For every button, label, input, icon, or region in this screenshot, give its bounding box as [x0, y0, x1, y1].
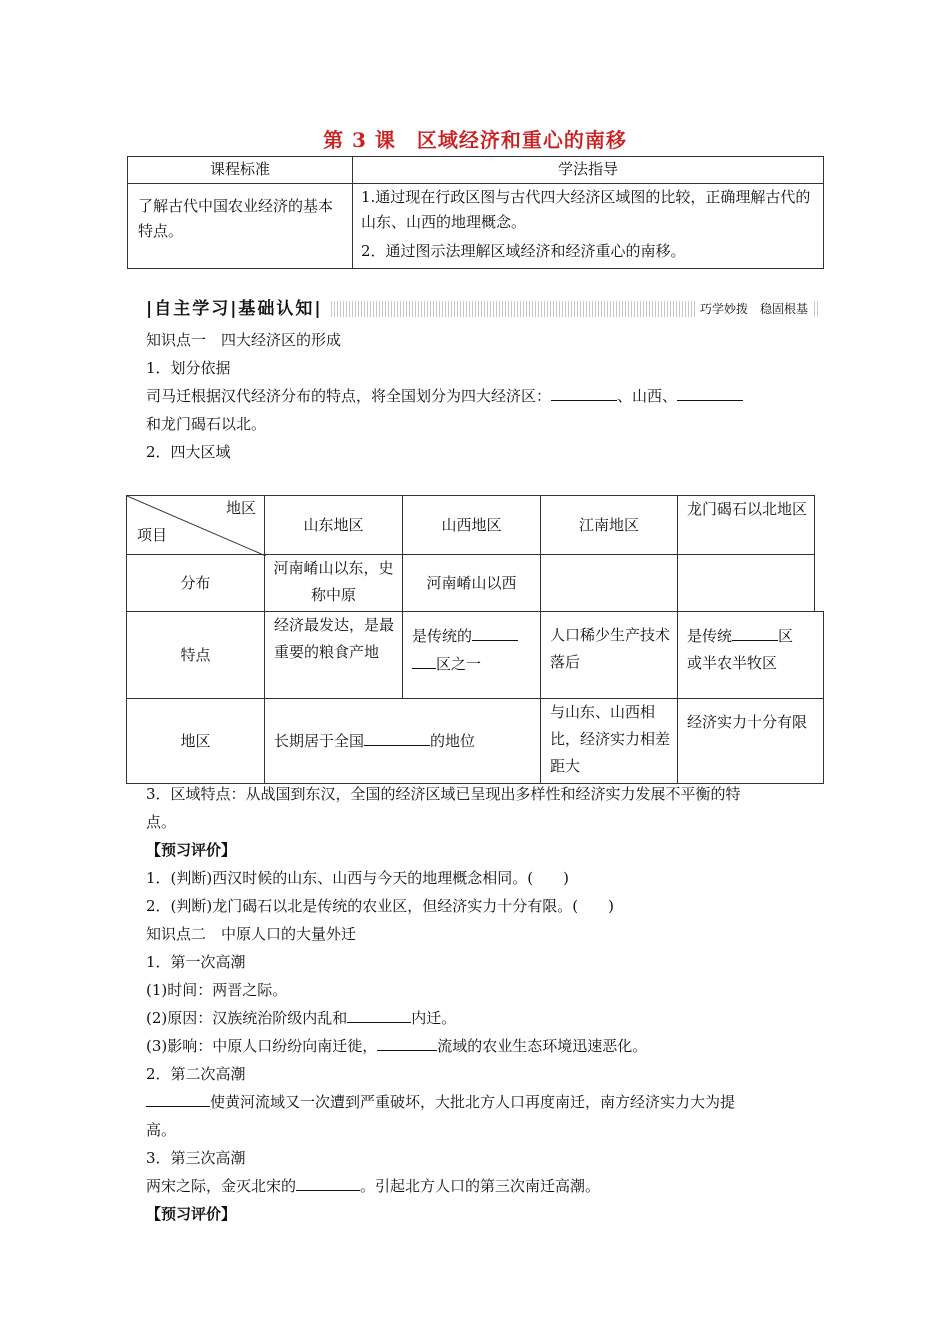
table-cell-empty [677, 554, 815, 612]
cell-text: 是传统的 [412, 627, 473, 645]
answer-blank[interactable] [732, 622, 778, 641]
question-1: 1．(判断)西汉时候的山东、山西与今天的地理概念相同。( ) [146, 869, 569, 887]
paragraph-text: 流域的农业生态环境迅速恶化。 [437, 1037, 648, 1055]
question-2: 2．(判断)龙门碣石以北是传统的农业区，但经济实力十分有限。( ) [146, 897, 614, 915]
guide-cell [353, 184, 824, 269]
paragraph-text: 司马迁根据汉代经济分布的特点，将全国划分为四大经济区： [146, 387, 552, 405]
column-header: 龙门碣石以北地区 [677, 495, 815, 555]
cell-text: 区之一 [436, 655, 482, 673]
preview-heading-2: 【预习评价】 [146, 1205, 237, 1223]
column-header: 江南地区 [540, 495, 678, 555]
answer-blank[interactable] [677, 382, 743, 401]
preview-heading: 【预习评价】 [146, 841, 237, 859]
paragraph-text: 使黄河流域又一次遭到严重破坏，大批北方人口再度南迁，南方经济实力大为提 [210, 1093, 736, 1111]
section1-feature-end: 点。 [146, 813, 177, 831]
row-label: 分布 [126, 554, 265, 612]
answer-blank[interactable] [296, 1172, 360, 1191]
answer-blank[interactable] [377, 1032, 437, 1051]
answer-blank[interactable] [472, 622, 518, 641]
section2-third-wave [146, 1172, 600, 1200]
paragraph-text: 、山西、 [617, 387, 678, 405]
section1-feature: 3．区域特点：从战国到东汉，全国的经济区域已呈现出多样性和经济实力发展不平衡的特 [146, 785, 741, 803]
standard-text: 了解古代中国农业经济的基本特点。 [128, 184, 353, 269]
lesson-title: 第 3 课 区域经济和重心的南移 [323, 128, 627, 152]
column-header: 山东地区 [264, 495, 403, 555]
table-cell: 人口稀少生产技术落后 [540, 611, 678, 699]
header-standard: 课程标准 [128, 157, 353, 184]
section2-time: (1)时间：两晋之际。 [146, 981, 288, 999]
answer-blank[interactable] [412, 650, 436, 669]
section2-sub1: 1．第一次高潮 [146, 953, 246, 971]
section2-second-wave [146, 1088, 735, 1116]
answer-blank[interactable] [364, 729, 430, 746]
paragraph-text: 两宋之际，金灭北宋的 [146, 1177, 297, 1195]
section-banner [146, 298, 818, 320]
section2-sub2: 2．第二次高潮 [146, 1065, 246, 1083]
cell-text: 或半农半牧区 [687, 654, 778, 672]
section1-paragraph [146, 382, 743, 410]
answer-blank[interactable] [347, 1004, 411, 1023]
table-cell: 河南崤山以西 [402, 554, 541, 612]
table-cell: 经济最发达，是最重要的粮食产地 [264, 611, 403, 699]
row-label: 特点 [126, 611, 265, 699]
cell-text: 是传统 [687, 627, 733, 645]
table-cell: 经济实力十分有限 [677, 698, 824, 784]
corner-cell [126, 495, 265, 555]
paragraph-text: 。引起北方人口的第三次南迁高潮。 [360, 1177, 601, 1195]
table-cell [264, 698, 541, 784]
cell-text: 区 [778, 627, 794, 645]
section2-heading: 知识点二 中原人口的大量外迁 [146, 925, 357, 943]
answer-blank[interactable] [146, 1088, 210, 1107]
paragraph-text: 内迁。 [411, 1009, 457, 1027]
guide-item-2: 2．通过图示法理解区域经济和经济重心的南移。 [361, 242, 686, 260]
answer-blank[interactable] [551, 382, 617, 401]
corner-top-label: 地区 [225, 499, 256, 517]
section1-sub2: 2．四大区域 [146, 443, 231, 461]
corner-bottom-label: 项目 [137, 526, 168, 544]
column-header: 山西地区 [402, 495, 541, 555]
section2-sub3: 3．第三次高潮 [146, 1149, 246, 1167]
guide-item-1: 1.通过现在行政区图与古代四大经济区域图的比较，正确理解古代的山东、山西的地理概念。 [361, 188, 811, 231]
section1-sub1: 1．划分依据 [146, 359, 231, 377]
section1-heading: 知识点一 四大经济区的形成 [146, 331, 342, 349]
paragraph-text: (2)原因：汉族统治阶级内乱和 [146, 1009, 348, 1027]
banner-tag: 巧学妙拨 稳固根基 [696, 299, 812, 319]
table-cell: 河南崤山以东，史称中原 [264, 554, 403, 612]
table-cell: 与山东、山西相比，经济实力相差距大 [540, 698, 678, 784]
cell-text: 的地位 [430, 732, 476, 750]
table-cell [402, 611, 541, 699]
row-label: 地区 [126, 698, 265, 784]
section2-effect [146, 1032, 647, 1060]
section2-second-wave-end: 高。 [146, 1121, 177, 1139]
header-guide: 学法指导 [353, 157, 824, 184]
banner-label: |自主学习|基础认知| [146, 299, 323, 319]
curriculum-table [127, 156, 824, 269]
table-cell-empty [540, 554, 678, 612]
table-cell [677, 611, 824, 699]
section2-reason [146, 1004, 456, 1032]
paragraph-text: (3)影响：中原人口纷纷向南迁徙， [146, 1037, 378, 1055]
cell-text: 长期居于全国 [274, 732, 365, 750]
section1-paragraph-end: 和龙门碣石以北。 [146, 415, 267, 433]
